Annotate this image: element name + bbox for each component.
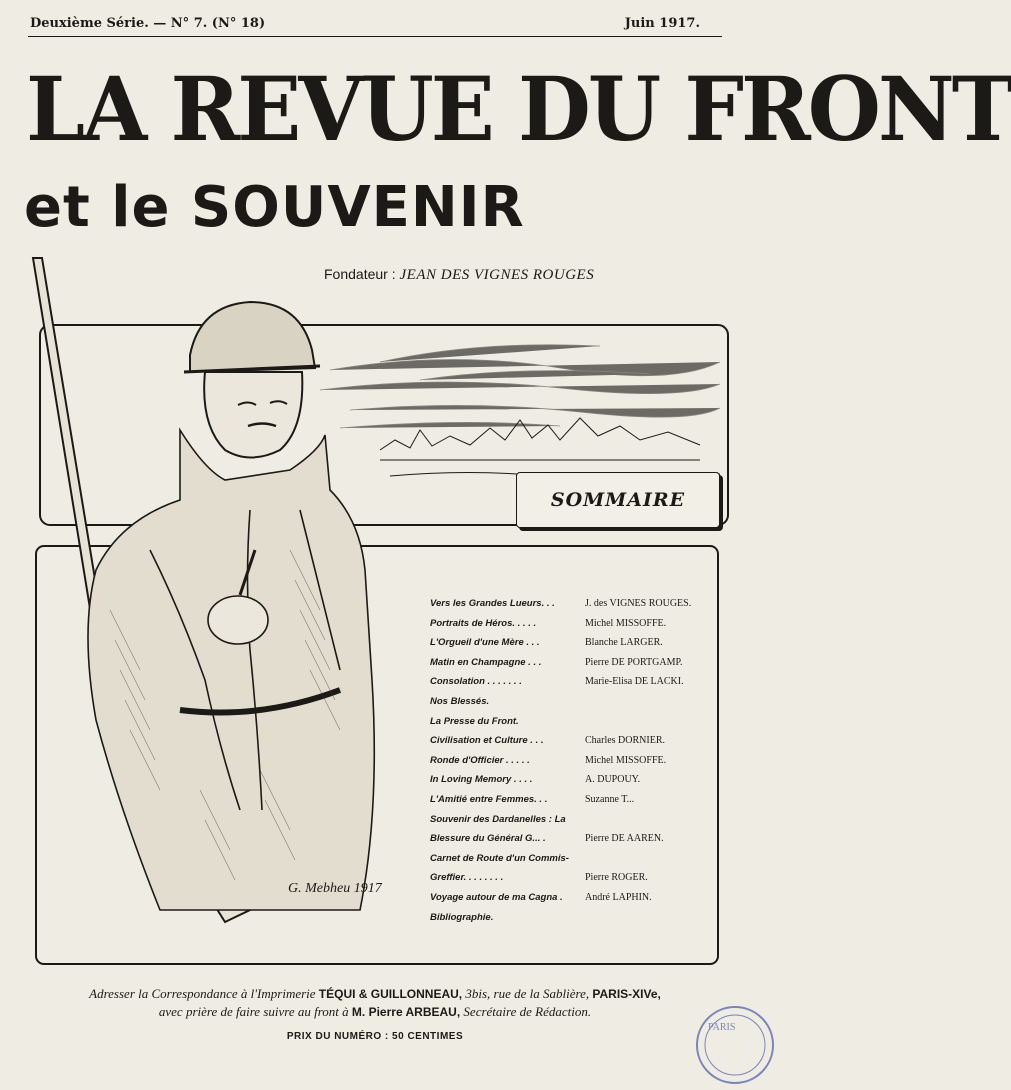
toc-author: Michel MISSOFFE. — [585, 754, 667, 766]
toc-author: J. des VIGNES ROUGES. — [585, 598, 692, 609]
issue-series: Deuxième Série. — N° 7. (N° 18) — [30, 16, 266, 31]
price-line: PRIX DU NUMÉRO : 50 CENTIMES — [286, 1031, 464, 1042]
toc-title: Nos Blessés. — [430, 696, 490, 707]
toc-title: Voyage autour de ma Cagna . — [430, 892, 563, 903]
founder-name: JEAN DES VIGNES ROUGES — [399, 267, 595, 283]
toc-title: L'Orgueil d'une Mère . . . — [430, 637, 540, 649]
footer-text: Adresser la Correspondance à l'Imprimerie — [89, 986, 316, 1001]
footer-publisher: TÉQUI & GUILLONNEAU, — [318, 987, 463, 1001]
masthead-title: LA REVUE DU FRONT — [26, 57, 1011, 162]
toc-row — [430, 872, 720, 890]
toc-author: A. DUPOUY. — [585, 774, 641, 786]
toc-title: Portraits de Héros. . . . . — [430, 617, 537, 629]
footer-forward-line — [0, 1004, 750, 1020]
toc-title: Matin en Champagne . . . — [430, 656, 542, 668]
toc-title: Bibliographie. — [430, 911, 494, 923]
footer-text: Secrétaire de Rédaction. — [463, 1004, 592, 1019]
sommaire-title: SOMMAIRE — [550, 489, 686, 511]
toc-row — [430, 794, 720, 812]
toc-row — [430, 755, 720, 773]
toc-author: Marie-Elisa DE LACKI. — [585, 676, 684, 688]
toc-title: Souvenir des Dardanelles : La — [430, 813, 566, 825]
toc-author: Michel MISSOFFE. — [585, 617, 667, 629]
toc-author: Suzanne T... — [585, 794, 635, 805]
toc-row — [430, 716, 720, 734]
issue-header — [30, 16, 720, 34]
footer-secretary: M. Pierre ARBEAU, — [351, 1005, 461, 1019]
toc-title: Carnet de Route d'un Commis- — [430, 852, 569, 864]
toc-row — [430, 637, 720, 655]
toc-row — [430, 912, 720, 930]
issue-date: Juin 1917. — [624, 16, 700, 31]
toc-row — [430, 676, 720, 694]
toc-title: Vers les Grandes Lueurs. . . — [430, 598, 555, 609]
toc-title: In Loving Memory . . . . — [430, 774, 533, 786]
toc-author: Pierre DE AAREN. — [585, 833, 664, 845]
artist-signature: G. Mebheu 1917 — [288, 881, 382, 896]
toc-row — [430, 833, 720, 851]
soldier-head — [184, 302, 320, 458]
footer-city: PARIS-XIVe, — [592, 987, 661, 1001]
sommaire-box — [516, 472, 720, 528]
footer-text: avec prière de faire suivre au front à — [158, 1004, 349, 1019]
footer-address-line — [0, 986, 750, 1002]
founder-label: Fondateur : — [324, 266, 396, 282]
toc-title: La Presse du Front. — [430, 715, 519, 727]
sky-hatching — [320, 345, 720, 428]
toc-row — [430, 774, 720, 792]
toc-author: Blanche LARGER. — [585, 637, 663, 649]
toc-title: Greffier. . . . . . . . — [430, 872, 504, 884]
library-stamp — [690, 1000, 780, 1090]
toc-title: Civilisation et Culture . . . — [430, 735, 544, 747]
toc-row — [430, 892, 720, 910]
toc-author: Pierre DE PORTGAMP. — [585, 656, 683, 668]
toc-author: Pierre ROGER. — [585, 872, 648, 884]
toc-row — [430, 696, 720, 714]
toc-row — [430, 853, 720, 871]
toc-author: André LAPHIN. — [585, 892, 652, 903]
stamp-text: PARIS — [708, 1022, 736, 1033]
toc-row — [430, 598, 720, 616]
toc-title: L'Amitié entre Femmes. . . — [430, 794, 548, 805]
toc-title: Blessure du Général G... . — [430, 833, 546, 845]
masthead-subtitle: et le SOUVENIR — [24, 175, 525, 240]
toc-title: Consolation . . . . . . . — [430, 676, 522, 688]
toc-title: Ronde d'Officier . . . . . — [430, 754, 530, 766]
toc-row — [430, 735, 720, 753]
toc-row — [430, 618, 720, 636]
soldier-coat — [88, 430, 374, 910]
toc-author: Charles DORNIER. — [585, 735, 665, 747]
header-rule — [28, 36, 722, 37]
footer-text: 3bis, rue de la Sablière, — [465, 986, 590, 1001]
toc-row — [430, 814, 720, 832]
toc-row — [430, 657, 720, 675]
